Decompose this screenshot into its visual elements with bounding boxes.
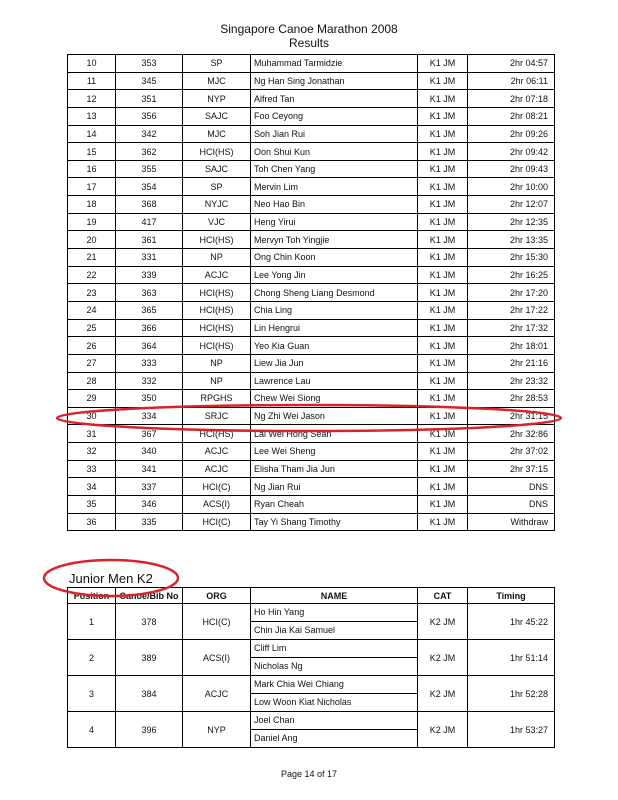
cell-org: HCI(HS) bbox=[183, 231, 251, 249]
cell-org: MJC bbox=[183, 72, 251, 90]
cell-org: NYJC bbox=[183, 196, 251, 214]
cell-timing: 2hr 16:25 bbox=[468, 266, 555, 284]
cell-timing: DNS bbox=[468, 478, 555, 496]
table-row bbox=[68, 460, 555, 478]
crew-member-name: Daniel Ang bbox=[254, 733, 298, 743]
cell-position: 19 bbox=[68, 213, 116, 231]
cell-bib: 332 bbox=[116, 372, 183, 390]
table-row bbox=[68, 107, 555, 125]
cell-timing: 2hr 09:42 bbox=[468, 143, 555, 161]
cell-position: 35 bbox=[68, 496, 116, 514]
cell-names bbox=[251, 712, 418, 748]
table-row bbox=[68, 90, 555, 108]
cell-timing: 2hr 04:57 bbox=[468, 55, 555, 73]
cell-org: ACJC bbox=[183, 676, 251, 712]
cell-position: 26 bbox=[68, 337, 116, 355]
table-row bbox=[68, 676, 555, 712]
crew-member-name: Ho Hin Yang bbox=[251, 604, 417, 622]
cell-bib: 363 bbox=[116, 284, 183, 302]
cell-bib: 396 bbox=[116, 712, 183, 748]
cell-org: HCI(HS) bbox=[183, 319, 251, 337]
cell-position: 28 bbox=[68, 372, 116, 390]
cell-position: 4 bbox=[68, 712, 116, 748]
cell-org: ACS(I) bbox=[183, 496, 251, 514]
cell-org: SP bbox=[183, 178, 251, 196]
cell-cat: K1 JM bbox=[418, 513, 468, 531]
cell-cat: K1 JM bbox=[418, 354, 468, 372]
cell-cat: K1 JM bbox=[418, 143, 468, 161]
cell-cat: K1 JM bbox=[418, 496, 468, 514]
cell-name: Lawrence Lau bbox=[251, 372, 418, 390]
cell-position: 25 bbox=[68, 319, 116, 337]
cell-org: HCI(HS) bbox=[183, 425, 251, 443]
table-row bbox=[68, 231, 555, 249]
cell-cat: K1 JM bbox=[418, 178, 468, 196]
cell-org: HCI(C) bbox=[183, 513, 251, 531]
cell-name: Ng Zhi Wei Jason bbox=[251, 407, 418, 425]
cell-name: Lee Wei Sheng bbox=[251, 443, 418, 461]
cell-cat: K1 JM bbox=[418, 284, 468, 302]
table-row bbox=[68, 496, 555, 514]
cell-timing: 2hr 32:86 bbox=[468, 425, 555, 443]
cell-bib: 333 bbox=[116, 354, 183, 372]
crew-member-name: Nicholas Ng bbox=[254, 661, 303, 671]
table-row bbox=[68, 640, 555, 676]
cell-position: 20 bbox=[68, 231, 116, 249]
cell-org: HCI(C) bbox=[183, 604, 251, 640]
cell-cat: K1 JM bbox=[418, 160, 468, 178]
cell-bib: 339 bbox=[116, 266, 183, 284]
cell-position: 17 bbox=[68, 178, 116, 196]
col-header-cat: CAT bbox=[418, 588, 468, 604]
cell-cat: K1 JM bbox=[418, 390, 468, 408]
subtitle-line: Results bbox=[288, 36, 329, 50]
cell-timing: 1hr 51:14 bbox=[468, 640, 555, 676]
table-row bbox=[68, 319, 555, 337]
cell-org: HCI(HS) bbox=[183, 301, 251, 319]
cell-cat: K1 JM bbox=[418, 72, 468, 90]
cell-name: Muhammad Tarmidzie bbox=[251, 55, 418, 73]
cell-bib: 361 bbox=[116, 231, 183, 249]
cell-org: MJC bbox=[183, 125, 251, 143]
table-row bbox=[68, 55, 555, 73]
cell-cat: K1 JM bbox=[418, 372, 468, 390]
cell-bib: 341 bbox=[116, 460, 183, 478]
table-row bbox=[68, 337, 555, 355]
cell-org: RPGHS bbox=[183, 390, 251, 408]
cell-bib: 353 bbox=[116, 55, 183, 73]
crew-member-name: Joel Chan bbox=[251, 712, 417, 730]
cell-name: Mervyn Toh Yingjie bbox=[251, 231, 418, 249]
cell-name: Chong Sheng Liang Desmond bbox=[251, 284, 418, 302]
cell-timing: 2hr 18:01 bbox=[468, 337, 555, 355]
cell-org: NP bbox=[183, 249, 251, 267]
cell-bib: 334 bbox=[116, 407, 183, 425]
cell-bib: 346 bbox=[116, 496, 183, 514]
cell-timing: 2hr 17:32 bbox=[468, 319, 555, 337]
cell-org: SAJC bbox=[183, 160, 251, 178]
col-header-org: ORG bbox=[183, 588, 251, 604]
cell-timing: 2hr 07:18 bbox=[468, 90, 555, 108]
cell-timing: 2hr 17:20 bbox=[468, 284, 555, 302]
cell-cat: K1 JM bbox=[418, 407, 468, 425]
cell-org: VJC bbox=[183, 213, 251, 231]
cell-timing: 1hr 53:27 bbox=[468, 712, 555, 748]
cell-cat: K1 JM bbox=[418, 460, 468, 478]
table-row bbox=[68, 125, 555, 143]
document-title bbox=[0, 22, 618, 50]
cell-position: 11 bbox=[68, 72, 116, 90]
cell-position: 24 bbox=[68, 301, 116, 319]
k1-results-table bbox=[67, 54, 555, 531]
cell-org: NP bbox=[183, 372, 251, 390]
cell-position: 2 bbox=[68, 640, 116, 676]
cell-name: Neo Hao Bin bbox=[251, 196, 418, 214]
table-row bbox=[68, 266, 555, 284]
cell-cat: K1 JM bbox=[418, 266, 468, 284]
cell-position: 15 bbox=[68, 143, 116, 161]
cell-cat: K2 JM bbox=[418, 604, 468, 640]
col-header-bib: Canoe/Bib No bbox=[116, 588, 183, 604]
cell-timing: 2hr 12:07 bbox=[468, 196, 555, 214]
cell-org: SAJC bbox=[183, 107, 251, 125]
cell-timing: 2hr 10:00 bbox=[468, 178, 555, 196]
cell-position: 12 bbox=[68, 90, 116, 108]
cell-position: 18 bbox=[68, 196, 116, 214]
cell-name: Heng Yirui bbox=[251, 213, 418, 231]
cell-timing: 2hr 12:35 bbox=[468, 213, 555, 231]
cell-names bbox=[251, 604, 418, 640]
cell-position: 29 bbox=[68, 390, 116, 408]
cell-timing: 2hr 17:22 bbox=[468, 301, 555, 319]
cell-position: 22 bbox=[68, 266, 116, 284]
cell-bib: 350 bbox=[116, 390, 183, 408]
crew-member-name: Chin Jia Kai Samuel bbox=[254, 625, 336, 635]
cell-bib: 366 bbox=[116, 319, 183, 337]
cell-name: Yeo Kia Guan bbox=[251, 337, 418, 355]
cell-org: NYP bbox=[183, 90, 251, 108]
cell-bib: 351 bbox=[116, 90, 183, 108]
cell-cat: K1 JM bbox=[418, 196, 468, 214]
cell-bib: 378 bbox=[116, 604, 183, 640]
cell-cat: K1 JM bbox=[418, 301, 468, 319]
cell-timing: Withdraw bbox=[468, 513, 555, 531]
cell-name: Tay Yi Shang Timothy bbox=[251, 513, 418, 531]
cell-org: ACJC bbox=[183, 443, 251, 461]
cell-cat: K2 JM bbox=[418, 712, 468, 748]
cell-org: HCI(HS) bbox=[183, 143, 251, 161]
crew-member-name: Low Woon Kiat Nicholas bbox=[254, 697, 352, 707]
cell-cat: K1 JM bbox=[418, 337, 468, 355]
table-row bbox=[68, 478, 555, 496]
cell-bib: 337 bbox=[116, 478, 183, 496]
cell-names bbox=[251, 640, 418, 676]
table-row bbox=[68, 407, 555, 425]
cell-cat: K1 JM bbox=[418, 425, 468, 443]
cell-org: NYP bbox=[183, 712, 251, 748]
table-row bbox=[68, 143, 555, 161]
cell-org: ACS(I) bbox=[183, 640, 251, 676]
cell-cat: K1 JM bbox=[418, 443, 468, 461]
cell-timing: 2hr 15:30 bbox=[468, 249, 555, 267]
cell-timing: 2hr 21:16 bbox=[468, 354, 555, 372]
k2-results-body bbox=[68, 604, 555, 748]
cell-position: 10 bbox=[68, 55, 116, 73]
cell-org: HCI(HS) bbox=[183, 337, 251, 355]
cell-cat: K1 JM bbox=[418, 213, 468, 231]
table-row bbox=[68, 425, 555, 443]
cell-position: 30 bbox=[68, 407, 116, 425]
table-row bbox=[68, 160, 555, 178]
cell-timing: 2hr 37:02 bbox=[468, 443, 555, 461]
cell-bib: 342 bbox=[116, 125, 183, 143]
cell-name: Soh Jian Rui bbox=[251, 125, 418, 143]
cell-bib: 335 bbox=[116, 513, 183, 531]
table-row bbox=[68, 513, 555, 531]
table-row bbox=[68, 443, 555, 461]
cell-bib: 345 bbox=[116, 72, 183, 90]
cell-cat: K1 JM bbox=[418, 231, 468, 249]
cell-org: ACJC bbox=[183, 460, 251, 478]
cell-position: 36 bbox=[68, 513, 116, 531]
cell-name: Lai Wei Hong Sean bbox=[251, 425, 418, 443]
k2-header-row bbox=[68, 588, 555, 604]
cell-name: Ng Han Sing Jonathan bbox=[251, 72, 418, 90]
cell-position: 3 bbox=[68, 676, 116, 712]
cell-bib: 384 bbox=[116, 676, 183, 712]
page-number: Page 14 of 17 bbox=[280, 769, 338, 779]
k2-results-table bbox=[67, 587, 555, 748]
cell-name: Ong Chin Koon bbox=[251, 249, 418, 267]
cell-timing: 2hr 23:32 bbox=[468, 372, 555, 390]
cell-name: Lin Hengrui bbox=[251, 319, 418, 337]
crew-member-name: Mark Chia Wei Chiang bbox=[251, 676, 417, 694]
cell-cat: K1 JM bbox=[418, 319, 468, 337]
cell-timing: 2hr 13:35 bbox=[468, 231, 555, 249]
cell-bib: 389 bbox=[116, 640, 183, 676]
cell-org: HCI(C) bbox=[183, 478, 251, 496]
cell-timing: 2hr 09:26 bbox=[468, 125, 555, 143]
table-row bbox=[68, 372, 555, 390]
cell-timing: 2hr 09:43 bbox=[468, 160, 555, 178]
cell-org: NP bbox=[183, 354, 251, 372]
title-line: Singapore Canoe Marathon 2008 bbox=[220, 22, 398, 36]
table-row bbox=[68, 301, 555, 319]
cell-cat: K1 JM bbox=[418, 107, 468, 125]
cell-position: 14 bbox=[68, 125, 116, 143]
cell-position: 27 bbox=[68, 354, 116, 372]
table-row bbox=[68, 604, 555, 640]
k1-results-body bbox=[68, 55, 555, 531]
table-row bbox=[68, 213, 555, 231]
cell-position: 34 bbox=[68, 478, 116, 496]
table-row bbox=[68, 178, 555, 196]
cell-cat: K1 JM bbox=[418, 55, 468, 73]
cell-bib: 365 bbox=[116, 301, 183, 319]
cell-org: ACJC bbox=[183, 266, 251, 284]
cell-position: 16 bbox=[68, 160, 116, 178]
cell-name: Liew Jia Jun bbox=[251, 354, 418, 372]
cell-position: 32 bbox=[68, 443, 116, 461]
cell-position: 33 bbox=[68, 460, 116, 478]
cell-bib: 356 bbox=[116, 107, 183, 125]
cell-name: Toh Chen Yang bbox=[251, 160, 418, 178]
table-row bbox=[68, 354, 555, 372]
cell-org: SP bbox=[183, 55, 251, 73]
cell-bib: 354 bbox=[116, 178, 183, 196]
cell-timing: 2hr 06:11 bbox=[468, 72, 555, 90]
table-row bbox=[68, 249, 555, 267]
cell-timing: 2hr 37:15 bbox=[468, 460, 555, 478]
cell-name: Alfred Tan bbox=[251, 90, 418, 108]
cell-bib: 355 bbox=[116, 160, 183, 178]
table-row bbox=[68, 284, 555, 302]
cell-name: Ryan Cheah bbox=[251, 496, 418, 514]
cell-bib: 340 bbox=[116, 443, 183, 461]
table-row bbox=[68, 712, 555, 748]
cell-cat: K2 JM bbox=[418, 676, 468, 712]
cell-name: Mervin Lim bbox=[251, 178, 418, 196]
cell-timing: DNS bbox=[468, 496, 555, 514]
table-row bbox=[68, 390, 555, 408]
cell-name: Elisha Tham Jia Jun bbox=[251, 460, 418, 478]
cell-bib: 368 bbox=[116, 196, 183, 214]
cell-name: Oon Shui Kun bbox=[251, 143, 418, 161]
cell-timing: 2hr 31:15 bbox=[468, 407, 555, 425]
cell-org: HCI(HS) bbox=[183, 284, 251, 302]
cell-name: Ng Jian Rui bbox=[251, 478, 418, 496]
cell-position: 21 bbox=[68, 249, 116, 267]
cell-position: 31 bbox=[68, 425, 116, 443]
cell-names bbox=[251, 676, 418, 712]
cell-cat: K1 JM bbox=[418, 90, 468, 108]
cell-cat: K2 JM bbox=[418, 640, 468, 676]
cell-name: Chew Wei Siong bbox=[251, 390, 418, 408]
cell-bib: 417 bbox=[116, 213, 183, 231]
cell-timing: 2hr 28:53 bbox=[468, 390, 555, 408]
cell-name: Foo Ceyong bbox=[251, 107, 418, 125]
cell-bib: 364 bbox=[116, 337, 183, 355]
cell-position: 13 bbox=[68, 107, 116, 125]
cell-cat: K1 JM bbox=[418, 125, 468, 143]
cell-bib: 331 bbox=[116, 249, 183, 267]
col-header-name: NAME bbox=[251, 588, 418, 604]
cell-position: 1 bbox=[68, 604, 116, 640]
cell-name: Lee Yong Jin bbox=[251, 266, 418, 284]
cell-name: Chia Ling bbox=[251, 301, 418, 319]
cell-timing: 1hr 45:22 bbox=[468, 604, 555, 640]
crew-member-name: Cliff Lim bbox=[251, 640, 417, 658]
col-header-position: Position bbox=[68, 588, 116, 604]
cell-bib: 367 bbox=[116, 425, 183, 443]
col-header-timing: Timing bbox=[468, 588, 555, 604]
cell-timing: 1hr 52:28 bbox=[468, 676, 555, 712]
table-row bbox=[68, 196, 555, 214]
cell-position: 23 bbox=[68, 284, 116, 302]
section-title-junior-men-k2: Junior Men K2 bbox=[69, 571, 153, 586]
cell-bib: 362 bbox=[116, 143, 183, 161]
cell-timing: 2hr 08:21 bbox=[468, 107, 555, 125]
cell-org: SRJC bbox=[183, 407, 251, 425]
cell-cat: K1 JM bbox=[418, 478, 468, 496]
table-row bbox=[68, 72, 555, 90]
cell-cat: K1 JM bbox=[418, 249, 468, 267]
